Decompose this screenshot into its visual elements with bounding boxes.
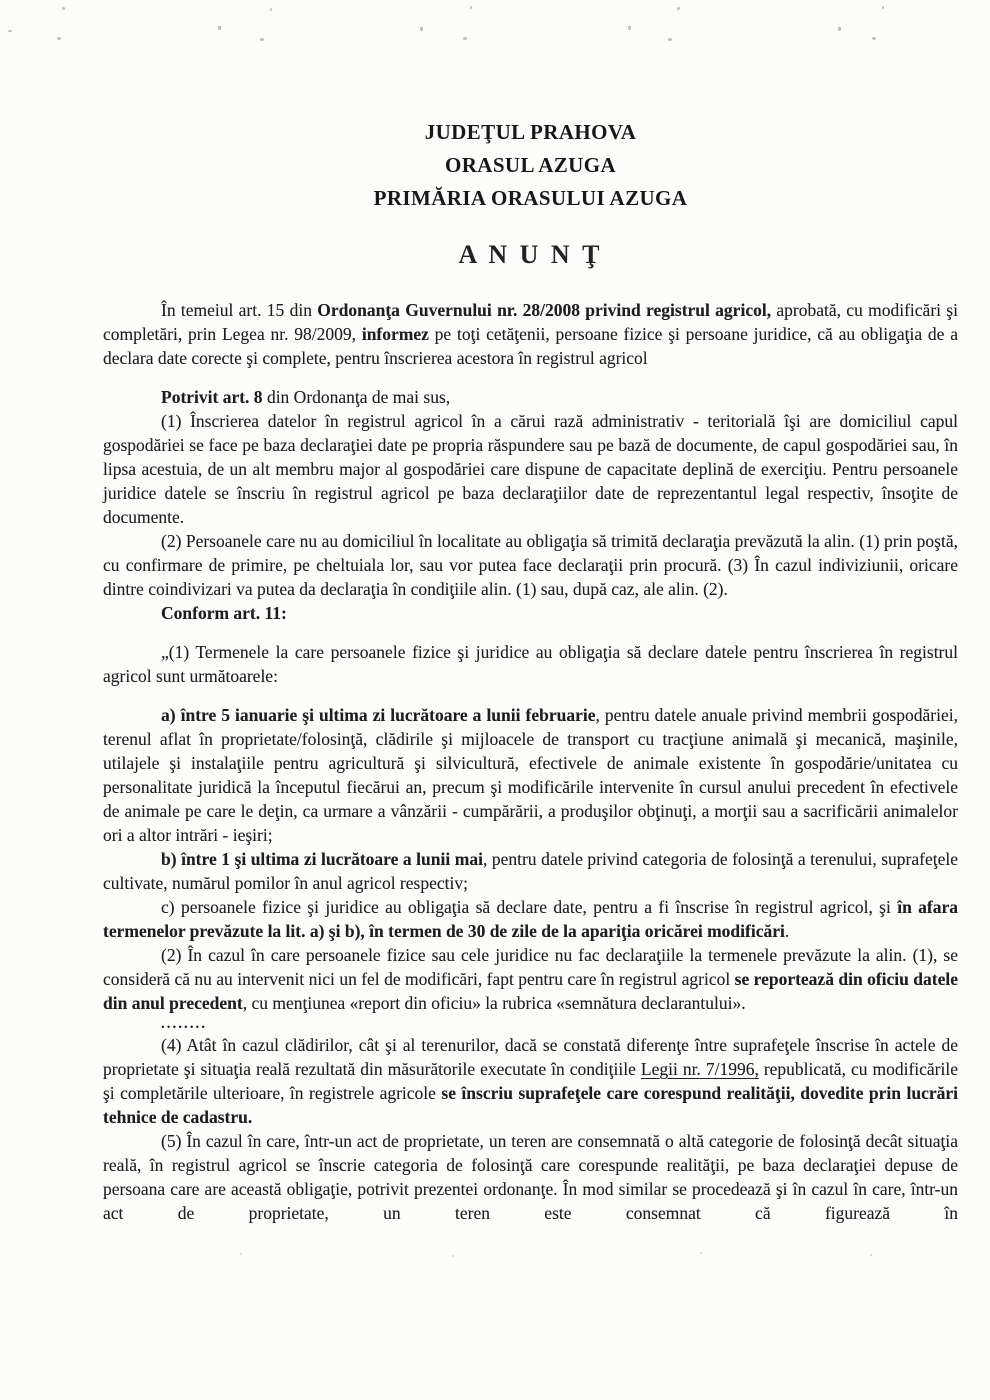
text-run: din Ordonanţa de mai sus,: [262, 387, 451, 407]
text-run: „(1) Termenele la care persoanele fizice şi juridice au obligaţia să declare datele pentru înscrierea în registrul agricol sunt următoarele:: [103, 642, 958, 686]
text-run: (1) Înscrierea datelor în registrul agricol în a cărui rază administrativ - teritorială îşi are domiciliul capul gospodăriei se face pe baza declaraţiei date pe propria răspundere sau pe bază de documente, de capul gospodăriei sau, în lipsa acestuia, de un alt membru major al gospodăriei care dispune de capacitate deplină de exerciţiu. Pentru persoanele juridice datele se înscriu în registrul agricol pe baza declaraţiilor date de reprezentantul legal respectiv, însoţite de documente.: [103, 411, 958, 527]
art11-alin2: [103, 943, 958, 1015]
text-run: (5) În cazul în care, într-un act de proprietate, un teren are consemnată o altă categorie de folosinţă decât situaţia reală, în registrul agricol se înscrie categoria de folosinţă care corespunde realităţii, pe baza declaraţiei depuse de persoana care are această obligaţie, potrivit prezentei ordonanţe. În mod similar se procedează şi în cazul în care, într-un act de proprietate, un teren este consemnat că figurează în: [103, 1131, 958, 1223]
announcement-title: A N U N Ţ: [458, 240, 603, 269]
ellipsis-row: [103, 1015, 958, 1033]
text-run: se reportează din oficiu datele din anul precedent: [103, 969, 958, 1013]
text-run: Conform art. 11:: [161, 603, 287, 623]
document-body: [103, 298, 958, 1225]
header-city-line: ORASUL AZUGA: [444, 153, 617, 177]
text-run: (2) Persoanele care nu au domiciliul în localitate au obligaţia să trimită declaraţia prevăzută la alin. (1) prin poştă, cu confirmare de primire, pe cheltuiala lor, sau vor putea face declaraţii prin procură. (3) În cazul indiviziunii, oricare dintre coindivizari va putea da declaraţia în condiţiile alin. (1) sau, după caz, ale alin. (2).: [103, 531, 958, 599]
text-run: , cu menţiunea «report din oficiu» la rubrica «semnătura declarantului».: [242, 993, 746, 1013]
intro-paragraph: [103, 298, 958, 370]
text-run: , pentru datele anuale privind membrii gospodăriei, terenul aflat în proprietate/folosinţă, clădirile şi mijloacele de transport cu tracţiune animală şi mecanică, maşinile, utilajele şi instalaţiile pentru agricultură şi silvicultură, efectivele de animale existente în gospodărie/unitatea cu personalitate juridică la începutul fiecărui an, precum şi modificările intervenite în cursul anului precedent în efectivele de animale pe care le deţin, ca urmare a vânzării - cumpărării, a produşilor obţinuţi, a morţii sau a sacrificării animalelor ori a altor intrări - ieşiri;: [103, 705, 959, 845]
text-run: Legii nr. 7/1996,: [640, 1059, 759, 1079]
text-run: informez: [361, 324, 429, 344]
art8-alin2-3: [103, 529, 958, 601]
header-county-line: JUDEŢUL PRAHOVA: [424, 120, 637, 144]
text-run: ........: [161, 1016, 207, 1032]
art11-lit-a: [103, 703, 958, 847]
art11-alin4: [103, 1033, 958, 1129]
art11-alin1-intro: [103, 640, 958, 688]
art11-lit-b: [103, 847, 958, 895]
art8-alin1: [103, 409, 958, 529]
document-header: [103, 116, 958, 215]
text-run: în afara termenelor prevăzute la lit. a) şi b), în termen de 30 de zile de la apariţia oricărei modificări: [103, 897, 958, 941]
text-run: a) între 5 ianuarie şi ultima zi lucrătoare a lunii februarie: [161, 705, 596, 725]
text-run: , pentru datele privind categoria de folosinţă a terenului, suprafeţele cultivate, numărul pomilor în anul agricol respectiv;: [103, 849, 958, 893]
text-run: b) între 1 şi ultima zi lucrătoare a lunii mai: [161, 849, 483, 869]
text-run: republicată, cu modificările şi completările ulterioare, în registrele agricole: [103, 1059, 958, 1103]
text-run: pe toţi cetăţenii, persoane fizice şi persoane juridice, că au obligaţia de a declara date corecte şi complete, pentru înscrierea acestora în registrul agricol: [103, 324, 959, 368]
art8-heading: [103, 385, 958, 409]
text-run: (4) Atât în cazul clădirilor, cât şi al terenurilor, dacă se constată diferenţe între suprafeţele înscrise în actele de proprietate şi situaţia reală rezultată din măsurătorile executate în condiţiile: [103, 1035, 958, 1079]
text-run: se înscriu suprafeţele care corespund realităţii, dovedite prin lucrări tehnice de cadastru.: [103, 1083, 958, 1127]
art11-heading: [103, 601, 958, 625]
header-townhall-line: PRIMĂRIA ORASULUI AZUGA: [373, 186, 688, 210]
art11-lit-c: [103, 895, 958, 943]
text-run: Ordonanţa Guvernului nr. 28/2008 privind registrul agricol,: [317, 300, 772, 320]
text-run: aprobată, cu modificări şi completări, prin Legea nr. 98/2009,: [103, 300, 958, 344]
text-run: .: [784, 921, 790, 941]
text-run: Potrivit art. 8: [161, 387, 263, 407]
art11-alin5: [103, 1129, 958, 1225]
text-run: În temeiul art. 15 din: [161, 300, 318, 320]
text-run: (2) În cazul în care persoanele fizice sau cele juridice nu fac declaraţiile la termenele prevăzute la alin. (1), se consideră că nu au intervenit nici un fel de modificări, fapt pentru care în registrul agricol: [103, 945, 958, 989]
text-run: c) persoanele fizice şi juridice au obligaţia să declare date, pentru a fi înscrise în registrul agricol, şi: [161, 897, 898, 917]
